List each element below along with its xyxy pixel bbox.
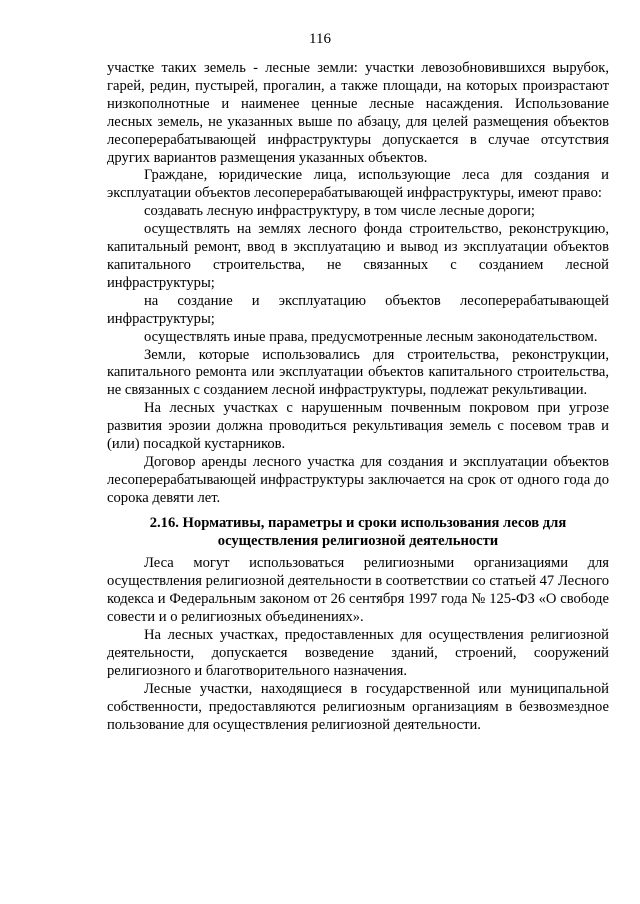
paragraph-right-infrastructure: создавать лесную инфраструктуру, в том числе лесные дороги; [144, 203, 535, 220]
paragraph-recultivation: Земли, которые использовались для строительства, реконструкции, капитального ремонта или эксплуатации объектов капитального строительства, не связанных с созданием лесной инфраструктуры, подлежат рекультивации. [107, 346, 609, 399]
paragraph-religious-buildings: На лесных участках, предоставленных для осуществления религиозной деятельности, допускается возведение зданий, строений, сооружений религиозного и благотворительного назначения. [107, 627, 609, 679]
section-heading [107, 515, 609, 551]
paragraph-religious-use: Леса могут использоваться религиозными организациями для осуществления религиозной деятельности в соответствии со статьей 47 Лесного кодекса и Федеральным законом от 26 сентября 1997 года № 125-ФЗ «О свободе совести и о религиозных объединениях». [107, 555, 609, 626]
document-body [107, 60, 609, 735]
paragraph-rights-intro: Граждане, юридические лица, использующие леса для создания и эксплуатации объектов лесоперерабатывающей инфраструктуры, имеют право: [107, 167, 609, 202]
paragraph-right-other: осуществлять иные права, предусмотренные лесным законодательством. [144, 328, 598, 345]
section-heading-line: 2.16. Нормативы, параметры и сроки использования лесов для [149, 514, 567, 531]
paragraph-land-categories: участке таких земель - лесные земли: участки левозобновившихся вырубок, гарей, редин, пустырей, прогалин, а также площади, на которых произрастают низкополнотные и наименее ценные лесные насаждения. Использование лесных земель, не указанных выше по абзацу, для целей размещения объектов лесоперерабатывающей инфраструктуры допускается в случае отсутствия других вариантов размещения указанных объектов. [107, 60, 609, 166]
paragraph-religious-free-use: Лесные участки, находящиеся в государственной или муниципальной собственности, предоставляются религиозным организациям в безвозмездное пользование для осуществления религиозной деятельности. [107, 680, 609, 733]
paragraph-lease-term: Договор аренды лесного участка для создания и эксплуатации объектов лесоперерабатывающей инфраструктуры заключается на срок от одного года до сорока девяти лет. [107, 453, 609, 506]
paragraph-right-construction: осуществлять на землях лесного фонда строительство, реконструкцию, капитальный ремонт, ввод в эксплуатацию и вывод из эксплуатации объектов капитального строительства, не связанных с созданием лесной инфраструктуры; [107, 221, 609, 291]
paragraph-right-processing: на создание и эксплуатацию объектов лесоперерабатывающей инфраструктуры; [107, 292, 609, 327]
paragraph-erosion: На лесных участках с нарушенным почвенным покровом при угрозе развития эрозии должна проводиться рекультивация земель с посевом трав и (или) посадкой кустарников. [107, 400, 609, 453]
page-number: 116 [309, 31, 331, 47]
section-heading-line: осуществления религиозной деятельности [217, 532, 499, 549]
